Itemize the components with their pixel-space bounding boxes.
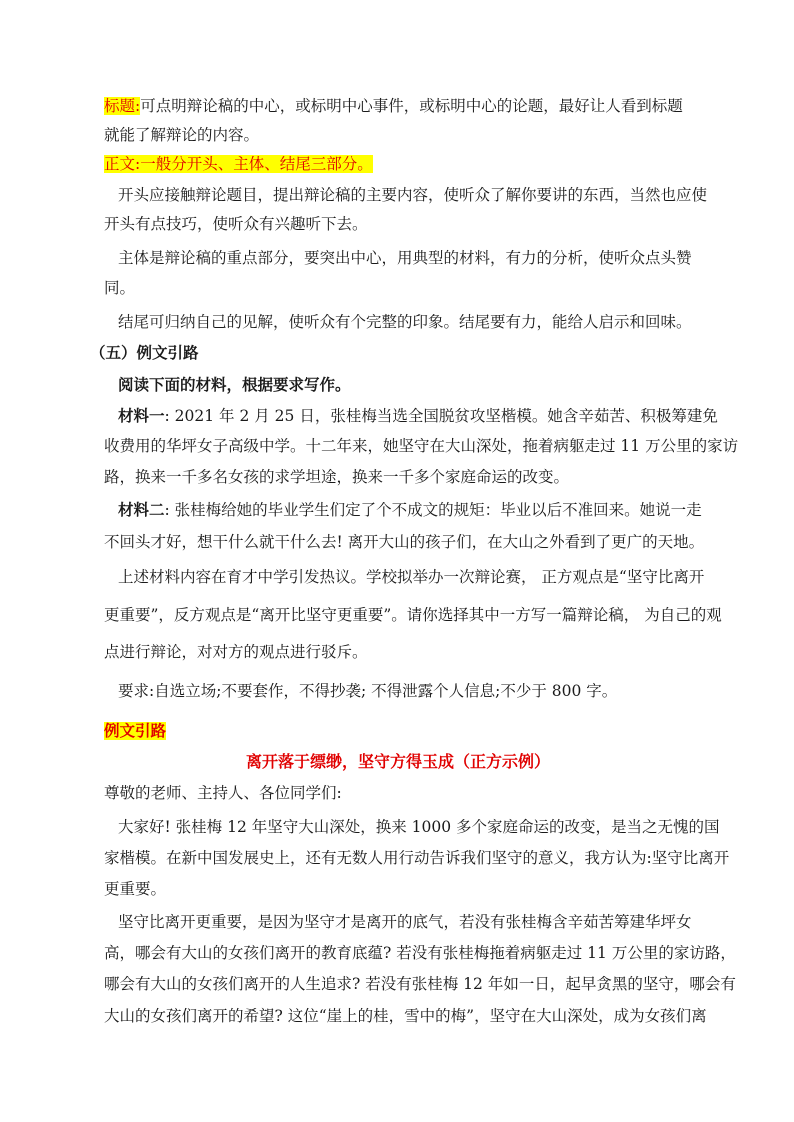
material2-line-1: 材料二: 张桂梅给她的毕业学生们定了个不成文的规矩：毕业以后不准回来。她说一走 [118,501,702,519]
title-guidance-text: 可点明辩论稿的中心，或标明中心事件，或标明中心的论题，最好让人看到标题 [140,97,683,115]
essay-p2-line-1: 坚守比离开更重要，是因为坚守才是离开的底气，若没有张桂梅含辛茹苦筹建华坪女 [118,913,692,931]
body-guidance-label: 正文:一般分开头、主体、结尾三部分。 [104,155,373,173]
material1-label: 材料一 [118,407,165,425]
material1-line-3: 路，换来一千多名女孩的求学坦途，换来一千多个家庭命运的改变。 [104,468,570,486]
example-section-heading: （五）例文引路 [90,344,199,362]
essay-p1-line-1: 大家好! 张桂梅 12 年坚守大山深处，换来 1000 多个家庭命运的改变，是当之无愧的国 [118,818,720,836]
essay-p2-line-4: 大山的女孩们离开的希望? 这位“崖上的桂，雪中的梅”，坚守在大山深处，成为女孩们离 [104,1007,707,1025]
prompt-line-1: 上述材料内容在育才中学引发热议。学校拟举办一次辩论赛， 正方观点是“坚守比离开 [118,568,705,586]
prompt-line-2: 更重要”，反方观点是“离开比坚守更重要”。请你选择其中一方写一篇辩论稿， 为自己的观 [104,606,722,624]
main-guidance-line-1: 主体是辩论稿的重点部分，要突出中心，用典型的材料，有力的分析，使听众点头赞 [118,249,692,267]
opening-guidance-line-1: 开头应接触辩论题目，提出辩论稿的主要内容，使听众了解你要讲的东西，当然也应使 [118,186,708,204]
essay-p2-line-2: 高，哪会有大山的女孩们离开的教育底蕴? 若没有张桂梅拖着病躯走过 11 万公里的家访路， [104,944,736,962]
essay-p2-line-3: 哪会有大山的女孩们离开的人生追求? 若没有张桂梅 12 年如一日，起早贪黑的坚守，哪会有 [104,975,736,993]
essay-label: 例文引路 [104,722,167,740]
essay-p1-line-3: 更重要。 [104,880,167,898]
material2-label: 材料二 [118,501,165,519]
opening-guidance-line-2: 开头有点技巧，使听众有兴趣听下去。 [104,215,368,233]
main-guidance-line-2: 同。 [104,279,136,297]
writing-task: 阅读下面的材料，根据要求写作。 [118,376,351,394]
material1-line-1: 材料一: 2021 年 2 月 25 日，张桂梅当选全国脱贫攻坚楷模。她含辛茹苦、积极筹建免 [118,407,718,425]
essay-greeting: 尊敬的老师、主持人、各位同学们: [104,784,342,802]
essay-p1-line-2: 家楷模。在新中国发展史上，还有无数人用行动告诉我们坚守的意义，我方认为:坚守比离开 [104,849,730,867]
material2-line-2: 不回头才好，想干什么就干什么去! 离开大山的孩子们，在大山之外看到了更广的天地。 [104,533,705,551]
title-guidance-line-1 [104,95,683,117]
essay-title: 离开落于缥缈，坚守方得玉成（正方示例） [246,752,551,771]
material1-line-2: 收费用的华坪女子高级中学。十二年来，她坚守在大山深处，拖着病躯走过 11 万公里的家访 [104,437,739,455]
requirement: 要求:自选立场;不要套作，不得抄袭; 不得泄露个人信息;不少于 800 字。 [118,682,618,700]
title-label: 标题: [104,97,141,115]
title-guidance-line-2: 就能了解辩论的内容。 [104,126,260,144]
prompt-line-3: 点进行辩论，对对方的观点进行驳斥。 [104,643,368,661]
ending-guidance: 结尾可归纳自己的见解，使听众有个完整的印象。结尾要有力，能给人启示和回味。 [118,313,692,331]
